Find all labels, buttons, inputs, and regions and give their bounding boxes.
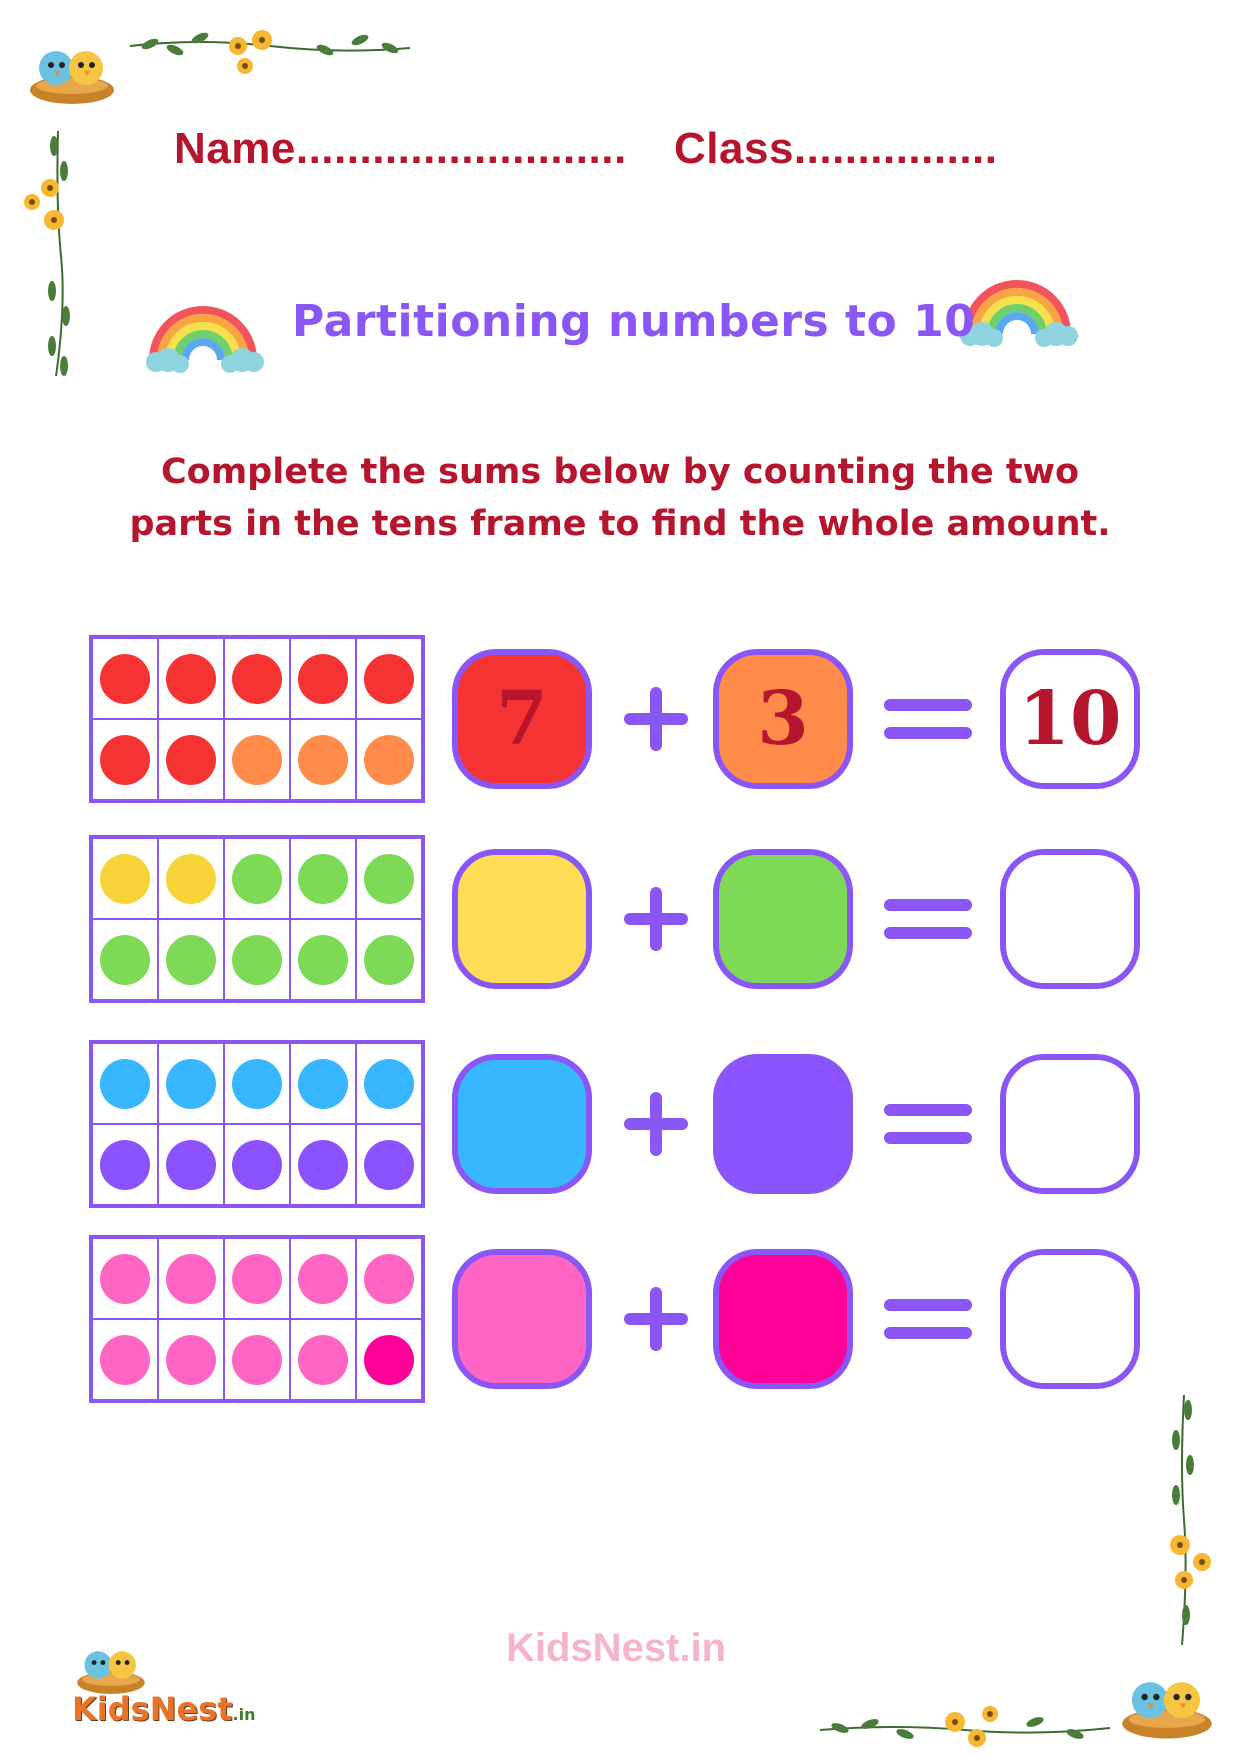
tens-frame-cell: [224, 1238, 290, 1319]
tens-frame-cell: [356, 1238, 422, 1319]
tens-frame-cell: [356, 919, 422, 1000]
whole-answer-box[interactable]: [1000, 849, 1140, 989]
counter-dot: [298, 654, 348, 704]
counter-dot: [100, 1140, 150, 1190]
counter-dot: [298, 854, 348, 904]
tens-frame-cell: [356, 638, 422, 719]
counter-dot: [298, 935, 348, 985]
tens-frame-cell: [224, 719, 290, 800]
tens-frame: [89, 1040, 425, 1208]
counter-dot: [364, 854, 414, 904]
class-field-label: Class................: [674, 124, 998, 173]
tens-frame-cell: [92, 1319, 158, 1400]
part-two-box[interactable]: [713, 849, 853, 989]
counter-dot: [298, 1059, 348, 1109]
whole-answer-box[interactable]: 10: [1000, 649, 1140, 789]
counter-dot: [364, 935, 414, 985]
equals-icon: [882, 1289, 974, 1349]
counter-dot: [232, 1254, 282, 1304]
plus-icon: [620, 1088, 692, 1160]
part-two-box[interactable]: 3: [713, 649, 853, 789]
counter-dot: [166, 654, 216, 704]
tens-frame-cell: [92, 1238, 158, 1319]
tens-frame-cell: [290, 919, 356, 1000]
rainbow-icon-left: [138, 298, 268, 376]
counter-dot: [166, 935, 216, 985]
part-two-box[interactable]: [713, 1054, 853, 1194]
tens-frame: [89, 635, 425, 803]
counter-dot: [364, 654, 414, 704]
tens-frame-cell: [92, 1124, 158, 1205]
counter-dot: [100, 935, 150, 985]
counter-dot: [298, 735, 348, 785]
counter-dot: [298, 1140, 348, 1190]
bottom-vine-decoration: [815, 1700, 1115, 1755]
tens-frame-cell: [224, 838, 290, 919]
tens-frame-cell: [224, 1124, 290, 1205]
equals-icon: [882, 1094, 974, 1154]
tens-frame-cell: [224, 919, 290, 1000]
counter-dot: [100, 854, 150, 904]
part-one-box[interactable]: [452, 849, 592, 989]
tens-frame-cell: [290, 719, 356, 800]
plus-icon: [620, 883, 692, 955]
footer-website-text: KidsNest.in: [506, 1626, 727, 1670]
counter-dot: [232, 654, 282, 704]
counter-dot: [298, 1335, 348, 1385]
tens-frame-cell: [92, 838, 158, 919]
counter-dot: [166, 854, 216, 904]
counter-dot: [298, 1254, 348, 1304]
left-vine-decoration: [16, 126, 86, 381]
counter-dot: [232, 854, 282, 904]
birds-nest-footer-right-icon: [1118, 1668, 1216, 1743]
equals-icon: [882, 889, 974, 949]
counter-dot: [232, 1140, 282, 1190]
tens-frame: [89, 835, 425, 1003]
tens-frame-cell: [158, 638, 224, 719]
counter-dot: [232, 1059, 282, 1109]
tens-frame-cell: [290, 1124, 356, 1205]
tens-frame-cell: [92, 638, 158, 719]
counter-dot: [100, 1254, 150, 1304]
birds-nest-logo-icon: [26, 38, 118, 108]
plus-icon: [620, 683, 692, 755]
tens-frame-cell: [290, 838, 356, 919]
counter-dot: [166, 1059, 216, 1109]
part-one-box[interactable]: [452, 1054, 592, 1194]
counter-dot: [364, 1059, 414, 1109]
counter-dot: [364, 1140, 414, 1190]
tens-frame: [89, 1235, 425, 1403]
tens-frame-cell: [356, 1043, 422, 1124]
counter-dot: [166, 1254, 216, 1304]
whole-answer-box[interactable]: [1000, 1054, 1140, 1194]
right-vine-decoration: [1150, 1390, 1220, 1650]
counter-dot: [232, 735, 282, 785]
counter-dot: [166, 735, 216, 785]
counter-dot: [232, 935, 282, 985]
tens-frame-cell: [290, 1043, 356, 1124]
counter-dot: [100, 1335, 150, 1385]
tens-frame-cell: [290, 1238, 356, 1319]
tens-frame-cell: [290, 1319, 356, 1400]
tens-frame-cell: [356, 838, 422, 919]
counter-dot: [364, 735, 414, 785]
counter-dot: [166, 1140, 216, 1190]
part-one-box[interactable]: [452, 1249, 592, 1389]
counter-dot: [364, 1254, 414, 1304]
part-two-box[interactable]: [713, 1249, 853, 1389]
tens-frame-cell: [224, 1319, 290, 1400]
tens-frame-cell: [158, 719, 224, 800]
tens-frame-cell: [158, 1319, 224, 1400]
counter-dot: [364, 1335, 414, 1385]
counter-dot: [100, 735, 150, 785]
plus-icon: [620, 1283, 692, 1355]
counter-dot: [100, 1059, 150, 1109]
tens-frame-cell: [158, 1043, 224, 1124]
tens-frame-cell: [356, 1124, 422, 1205]
tens-frame-cell: [92, 919, 158, 1000]
tens-frame-cell: [356, 719, 422, 800]
footer-logo-text: KidsNest.in: [72, 1690, 256, 1728]
tens-frame-cell: [224, 1043, 290, 1124]
name-field-label: Name..........................: [174, 124, 627, 173]
part-one-box[interactable]: 7: [452, 649, 592, 789]
tens-frame-cell: [92, 719, 158, 800]
tens-frame-cell: [290, 638, 356, 719]
instructions-text: Complete the sums below by counting the two parts in the tens frame to find the whole amount.: [129, 452, 1111, 544]
equals-icon: [882, 689, 974, 749]
tens-frame-cell: [158, 1238, 224, 1319]
counter-dot: [232, 1335, 282, 1385]
tens-frame-cell: [224, 638, 290, 719]
tens-frame-cell: [158, 838, 224, 919]
worksheet-title: Partitioning numbers to 10: [292, 296, 976, 347]
tens-frame-cell: [356, 1319, 422, 1400]
counter-dot: [166, 1335, 216, 1385]
tens-frame-cell: [92, 1043, 158, 1124]
top-vine-decoration: [120, 18, 420, 78]
whole-answer-box[interactable]: [1000, 1249, 1140, 1389]
tens-frame-cell: [158, 919, 224, 1000]
counter-dot: [100, 654, 150, 704]
tens-frame-cell: [158, 1124, 224, 1205]
